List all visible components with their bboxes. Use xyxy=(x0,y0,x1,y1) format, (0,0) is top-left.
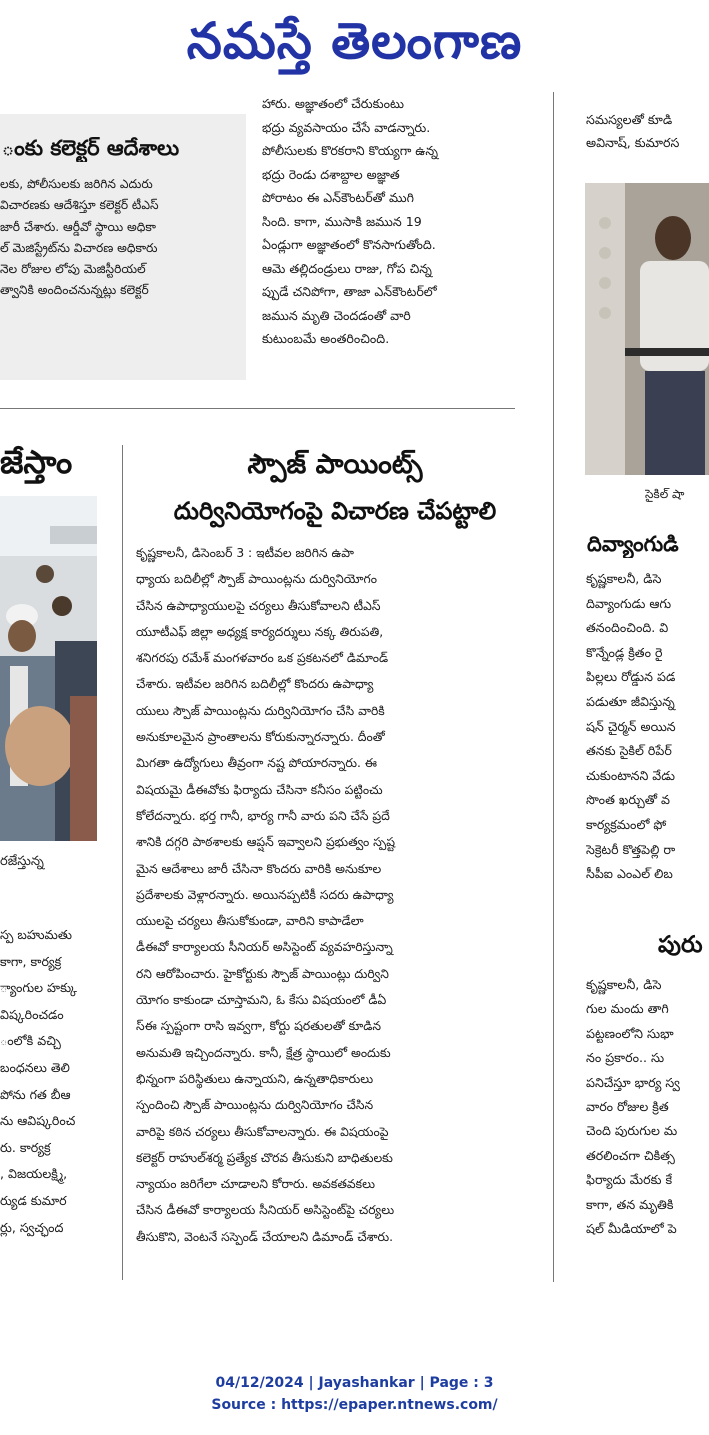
text-line: , విజయలక్ష్మి, xyxy=(0,1166,68,1182)
masthead-title: నమస్తే తెలంగాణ xyxy=(186,12,523,70)
text-line: డీఈవో కార్యాలయ సీనియర్ అసిస్టెంట్ వ్యవహరిస్తున్నా xyxy=(136,940,393,955)
text-line: స్ప బహుమతు xyxy=(0,927,73,942)
text-line: షన్ చైర్మన్ అయిన xyxy=(586,718,676,734)
text-line: పోను గత బీఆ xyxy=(0,1086,71,1102)
text-line: కాగా, కార్యక్ర xyxy=(0,953,62,969)
text-line: భిన్నంగా పరిస్థితులు ఉన్నాయని, ఉన్నతాధికారులు xyxy=(136,1071,374,1086)
left-story-text xyxy=(0,922,99,1241)
left-story-headline: జేస్తాం xyxy=(0,443,73,481)
right-photo xyxy=(585,183,709,475)
text-line: హారు. అజ్ఞాతంలో చేరుకుంటు xyxy=(262,96,405,111)
text-line: కార్యక్రమంలో ఫో xyxy=(586,816,667,832)
text-line: ఫిర్యాదు మేరకు కే xyxy=(586,1172,673,1188)
text-line: స్ఈ స్పష్టంగా రాసి ఇవ్వగా, కోర్టు షరతులతో కూడిన xyxy=(136,1019,381,1034)
text-line: కృష్ణకాలనీ, డిసె xyxy=(586,571,662,586)
text-line: పోలీసులకు కొరకరాని కొయ్యగా ఉన్న xyxy=(262,143,438,158)
text-line: భద్రు వ్యవసాయం చేసే వాడన్నారు. xyxy=(262,119,431,135)
left-photo xyxy=(0,496,97,841)
main-headline-line2: దుర్వినియోగంపై విచారణ చేపట్టాలి xyxy=(173,497,497,525)
text-line: విషయమై డీఈవోకు ఫిర్యాదు చేసినా కనీసం పట్టించు xyxy=(136,782,383,797)
text-line: కృష్ణకాలనీ, డిసెంబర్ 3 : ఇటీవల జరిగిన ఉపా xyxy=(136,546,354,560)
text-line: చేసిన ఉపాధ్యాయులపై చర్యలు తీసుకోవాలని టీఎస్ xyxy=(136,598,381,613)
text-line: చేసిన డీఈవో కార్యాలయ సీనియర్ అసిస్టెంట్‌పై చర్యలు xyxy=(136,1203,395,1218)
text-line: కాగా, తన మృతికి xyxy=(586,1196,674,1212)
right-headline-2: పురు xyxy=(658,932,703,958)
text-line: సొంత ఖర్చుతో వ xyxy=(586,792,671,808)
text-line: యోగం కాకుండా చూస్తామని, ఓ కేసు విషయంలో డీఏ xyxy=(136,993,387,1008)
text-line: రు. కార్యక్ర xyxy=(0,1139,51,1155)
text-line: పోరాటం ఈ ఎన్‌కౌంటర్‌తో ముగి xyxy=(262,190,415,205)
text-line: కృష్ణకాలనీ, డిసె xyxy=(586,977,662,992)
text-line: వారం రోజుల క్రిత xyxy=(586,1099,669,1115)
left-box xyxy=(0,114,246,380)
text-line: ధ్యాయ బదిలీల్లో స్పౌజ్ పాయింట్లను దుర్వినియోగం xyxy=(136,572,377,587)
text-line: పట్టణంలోని సుభా xyxy=(586,1025,674,1041)
text-line: ంలోకి వచ్చి xyxy=(0,1033,61,1049)
text-line: అనుకూలమైన ప్రాంతాలను కోరుకున్నారన్నారు. దీంతో xyxy=(136,730,385,745)
text-line: న్యాయం జరిగేలా చూడాలని కోరారు. అవకతవకలు xyxy=(136,1177,376,1192)
text-line: తనకు సైకిల్ రిపేర్ xyxy=(586,743,672,759)
text-line: ర్లు, స్వచ్ఛంద xyxy=(0,1219,64,1235)
text-line: నం ప్రకారం.. సు xyxy=(586,1050,665,1066)
text-line: అవినాష్, కుమారస xyxy=(586,135,680,150)
text-line: వారిపై కఠిన చర్యలు తీసుకోవాలన్నారు. ఈ విషయంపై xyxy=(136,1124,389,1139)
right-text-2 xyxy=(586,567,709,887)
column-rule-1 xyxy=(553,92,554,1282)
text-line: జమున మృతి చెందడంతో వారి xyxy=(262,307,411,323)
left-box-text xyxy=(0,174,236,302)
text-line: చెంది పురుగుల మ xyxy=(586,1123,678,1139)
text-line: గుల మందు తాగి xyxy=(586,1001,669,1017)
text-line: లకు, పోలీసులకు జరిగిన ఎదురు xyxy=(0,177,153,191)
left-photo-image xyxy=(0,496,97,841)
text-line: అనుమతి ఇచ్చిందన్నారు. కానీ, క్షేత్ర స్థాయిలో అందుకు xyxy=(136,1045,391,1060)
text-line: ్యాంగుల హక్కు xyxy=(0,980,77,996)
right-photo-caption: సైకిల్ షా xyxy=(645,487,685,501)
text-line: దివ్యాంగుడు ఆగు xyxy=(586,595,672,611)
right-photo-image xyxy=(585,183,709,475)
text-line: చేశారు. ఇటీవల జరిగిన బదిలీల్లో కొందరు ఉపాధ్యా xyxy=(136,677,374,692)
footer xyxy=(0,1372,709,1416)
text-line: శానికి దగ్గరి పాఠశాలకు ఆప్షన్ ఇవ్వాలని ప్రభుత్వం స్పష్ట xyxy=(136,835,396,850)
right-headline-1: దివ్యాంగుడి xyxy=(587,532,679,556)
text-line: పనిచేస్తూ భార్య స్వ xyxy=(586,1074,680,1090)
text-line: ను ఆవిష్కరించ xyxy=(0,1113,76,1129)
text-line: ప్రదేశాలకు వెళ్లారన్నారు. అయినప్పటికీ సదరు ఉపాధ్యా xyxy=(136,887,394,902)
text-line: ఏండ్లుగా అజ్ఞాతంలో కొనసాగుతోంది. xyxy=(262,237,436,252)
text-line: బంధనలు తెలి xyxy=(0,1059,70,1075)
footer-source-line: Source : https://epaper.ntnews.com/ xyxy=(211,1397,498,1413)
text-line: కోలేదన్నారు. భర్త గానీ, భార్య గానీ వారు పని చేసే ప్రదే xyxy=(136,808,390,823)
left-box-headline: ంకు కలెక్టర్ ఆదేశాలు xyxy=(2,136,180,160)
text-line: షల్ మీడియాలో పె xyxy=(586,1221,677,1237)
text-line: యులపై చర్యలు తీసుకోకుండా, వారిని కాపాడేలా xyxy=(136,914,364,929)
text-line: విష్కరించడం xyxy=(0,1006,64,1022)
text-line: భద్రు రెండు దశాబ్దాల అజ్ఞాత xyxy=(262,166,400,182)
text-line: పిల్లలు రోడ్డున పడ xyxy=(586,669,676,685)
masthead xyxy=(0,0,709,90)
text-line: ఆమె తల్లిదండ్రులు రాజు, గోప చిన్న xyxy=(262,260,432,276)
text-line: జారీ చేశారు. ఆర్డీవో స్థాయి అధికా xyxy=(0,219,156,234)
text-line: శనిగరపు రమేశ్ మంగళవారం ఒక ప్రకటనలో డిమాండ్ xyxy=(136,651,389,666)
text-line: సీపీఐ ఎంఎల్ లిబ xyxy=(586,866,673,882)
text-line: పడుతూ జీవిస్తున్న xyxy=(586,693,675,709)
text-line: నెల రోజుల లోపు మెజిస్టీరియల్ xyxy=(0,262,146,277)
main-story-text xyxy=(136,540,514,1250)
text-line: తనందించింది. వి xyxy=(586,620,669,636)
text-line: సింది. కాగా, ముసాకి జమున 19 xyxy=(262,213,422,229)
text-line: ర్యుడ కుమార xyxy=(0,1192,67,1208)
text-line: ప్పుడే చనిపోగా, తాజా ఎన్‌కౌంటర్‌లో xyxy=(262,284,437,299)
right-top-text xyxy=(586,108,709,154)
text-line: యులు స్పౌజ్ పాయింట్లను దుర్వినియోగం చేసి వారికి xyxy=(136,703,385,718)
text-line: కుటుంబమే అంతరించింది. xyxy=(262,331,390,346)
text-line: తీసుకొని, వెంటనే సస్పెండ్ చేయాలని డిమాండ్ చేశారు. xyxy=(136,1229,393,1244)
column-rule-2 xyxy=(122,445,123,1280)
text-line: స్పందించి స్పౌజ్ పాయింట్లను దుర్వినియోగం చేసిన xyxy=(136,1098,374,1113)
text-line: మిగతా ఉద్యోగులు తీవ్రంగా నష్ట పోయారన్నారు. ఈ xyxy=(136,756,378,771)
text-line: యూటీఎఫ్ జిల్లా అధ్యక్ష కార్యదర్శులు నక్క తిరుపతి, xyxy=(136,624,384,639)
mid-top-text xyxy=(262,92,514,351)
text-line: కలెక్టర్ రాహుల్‌శర్మ ప్రత్యేక చొరవ తీసుకుని బాధితులకు xyxy=(136,1150,393,1165)
text-line: విచారణకు ఆదేశిస్తూ కలెక్టర్ టీఎస్ xyxy=(0,198,159,213)
right-text-3 xyxy=(586,973,709,1241)
left-photo-caption: రజేస్తున్న xyxy=(0,854,44,869)
main-headline-line1: స్పౌజ్ పాయింట్స్ xyxy=(247,449,423,480)
text-line: కొన్నేండ్ల క్రితం రై xyxy=(586,644,663,660)
section-rule xyxy=(0,408,515,409)
text-line: ల్ మెజిస్ట్రేట్‌ను విచారణ అధికారు xyxy=(0,240,158,255)
text-line: రని ఆరోపించారు. హైకోర్టుకు స్పౌజ్ పాయింట్లు దుర్విని xyxy=(136,966,389,981)
footer-date-line: 04/12/2024 | Jayashankar | Page : 3 xyxy=(215,1375,494,1391)
text-line: త్వానికి అందించనున్నట్లు కలెక్టర్ xyxy=(0,283,149,298)
text-line: మైన ఆదేశాలు జారీ చేసినా కొందరు వారికి అనుకూల xyxy=(136,861,382,876)
text-line: సెక్రెటరీ కొత్తపెల్లి రా xyxy=(586,841,676,857)
text-line: తరలించగా చికిత్స xyxy=(586,1147,675,1163)
text-line: చుకుంటానని వేడు xyxy=(586,767,675,783)
text-line: సమస్యలతో కూడి xyxy=(586,112,673,127)
